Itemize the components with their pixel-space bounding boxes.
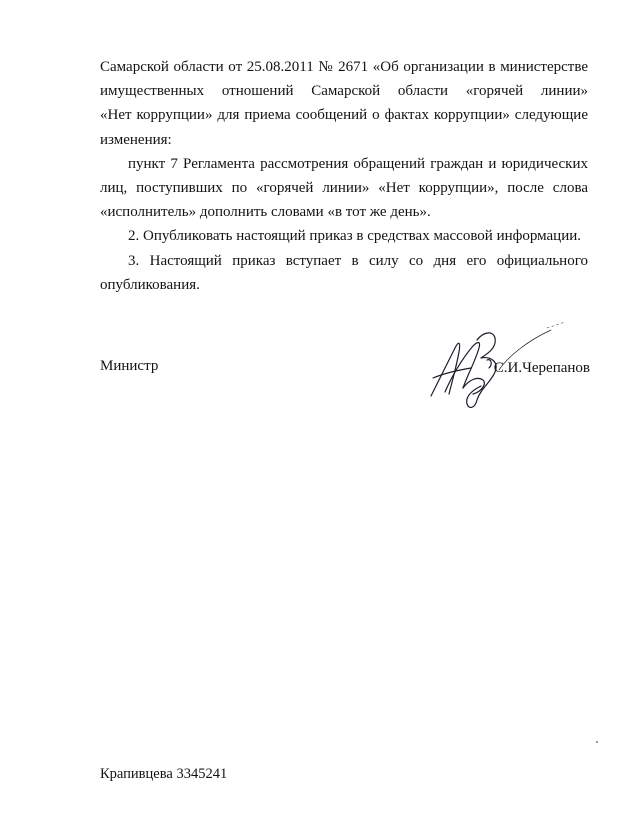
text-line: имущественных отношений Самарской области «горячей линии» bbox=[100, 83, 588, 100]
document-body bbox=[100, 55, 588, 297]
executor-contact: Крапивцева 3345241 bbox=[100, 766, 228, 782]
paragraph-effective: 3. Настоящий приказ вступает в силу со дня его официального опубликования. bbox=[100, 252, 588, 293]
handwritten-signature bbox=[425, 318, 575, 410]
paragraph-order-reference bbox=[100, 55, 588, 152]
scan-speck bbox=[596, 741, 598, 743]
paragraph-publish: 2. Опубликовать настоящий приказ в средствах массовой информации. bbox=[128, 228, 582, 245]
signatory-title: Министр bbox=[100, 358, 159, 374]
text-line: «Нет коррупции» для приема сообщений о фактах коррупции» следующие bbox=[100, 107, 588, 124]
paragraph-amendment: пункт 7 Регламента рассмотрения обращений граждан и юридических лиц, поступивших по «горячей линии» «Нет коррупции», после слова «исполнитель» дополнить словами «в тот же день». bbox=[100, 155, 588, 221]
signatory-name: С.И.Черепанов bbox=[493, 360, 590, 376]
text-line: изменения: bbox=[100, 131, 172, 148]
text-line: Самарской области от 25.08.2011 № 2671 «Об организации в министерстве bbox=[100, 59, 588, 75]
